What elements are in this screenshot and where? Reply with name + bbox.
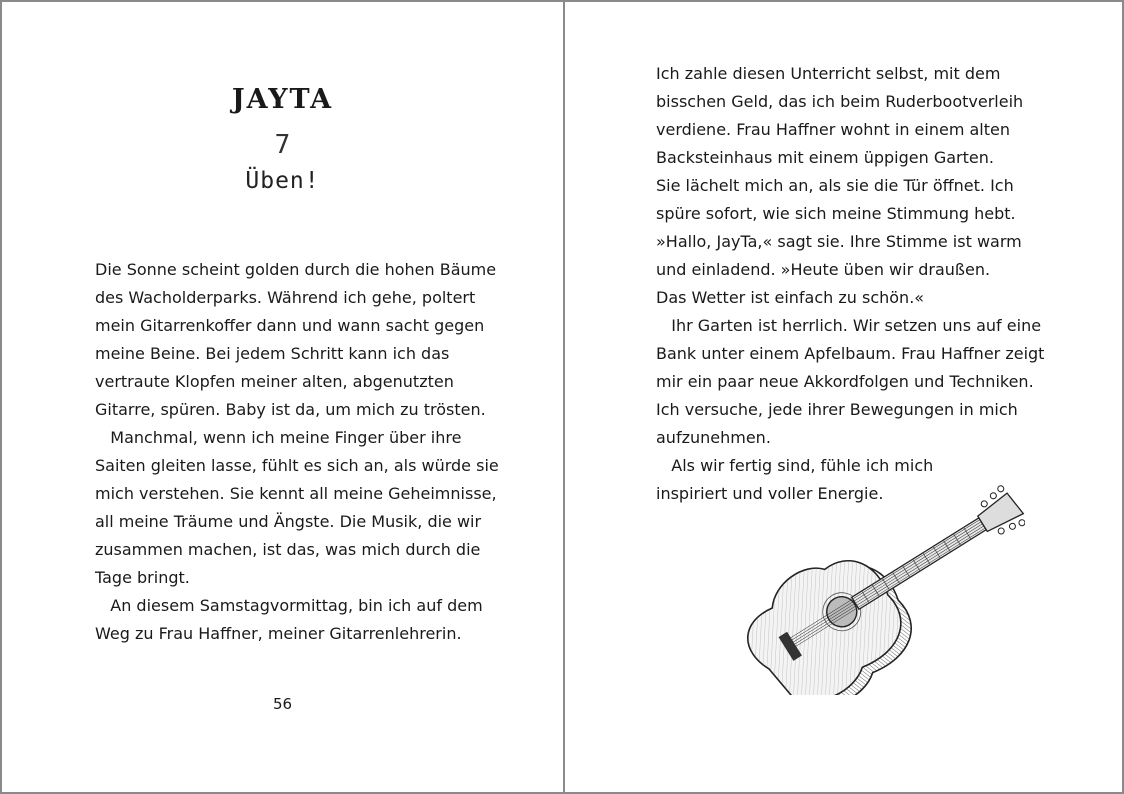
text-line: mir ein paar neue Akkordfolgen und Techniken. <box>656 372 1034 391</box>
text-line: Weg zu Frau Haffner, meiner Gitarrenlehrerin. <box>95 624 462 643</box>
text-line: vertraute Klopfen meiner alten, abgenutzten <box>95 372 454 391</box>
text-line: An diesem Samstagvormittag, bin ich auf dem <box>95 596 483 615</box>
text-line: aufzunehmen. <box>656 428 771 447</box>
text-line: Als wir fertig sind, fühle ich mich <box>656 456 934 475</box>
right-page <box>565 2 1124 792</box>
right-body-text <box>656 60 1044 508</box>
text-line: Bank unter einem Apfelbaum. Frau Haffner zeigt <box>656 344 1045 363</box>
text-line: mich verstehen. Sie kennt all meine Geheimnisse, <box>95 484 497 503</box>
text-line: Ich versuche, jede ihrer Bewegungen in mich <box>656 400 1018 419</box>
page-number: 56 <box>272 695 293 713</box>
text-line: Ihr Garten ist herrlich. Wir setzen uns auf eine <box>656 316 1042 335</box>
text-line: und einladend. »Heute üben wir draußen. <box>656 260 991 279</box>
chapter-name: JAYTA <box>231 84 334 115</box>
text-line: zusammen machen, ist das, was mich durch die <box>95 540 481 559</box>
text-line: Manchmal, wenn ich meine Finger über ihre <box>95 428 462 447</box>
left-page <box>2 2 563 792</box>
text-line: inspiriert und voller Energie. <box>656 484 884 503</box>
text-line: »Hallo, JayTa,« sagt sie. Ihre Stimme ist warm <box>656 232 1022 251</box>
text-line: Ich zahle diesen Unterricht selbst, mit dem <box>656 64 1001 83</box>
chapter-title: Üben! <box>245 168 320 194</box>
text-line: Die Sonne scheint golden durch die hohen Bäume <box>95 260 497 279</box>
text-line: Backsteinhaus mit einem üppigen Garten. <box>656 148 994 167</box>
text-line: des Wacholderparks. Während ich gehe, poltert <box>95 288 476 307</box>
text-line: Sie lächelt mich an, als sie die Tür öffnet. Ich <box>656 176 1014 195</box>
text-line: spüre sofort, wie sich meine Stimmung hebt. <box>656 204 1016 223</box>
text-line: Saiten gleiten lasse, fühlt es sich an, als würde sie <box>95 456 499 475</box>
chapter-number: 7 <box>274 130 291 160</box>
left-body-text <box>95 256 499 648</box>
text-line: mein Gitarrenkoffer dann und wann sacht gegen <box>95 316 485 335</box>
guitar-illustration <box>735 480 1025 695</box>
text-line: Tage bringt. <box>95 568 190 587</box>
text-line: Das Wetter ist einfach zu schön.« <box>656 288 925 307</box>
text-line: meine Beine. Bei jedem Schritt kann ich das <box>95 344 450 363</box>
text-line: bisschen Geld, das ich beim Ruderbootverleih <box>656 92 1024 111</box>
text-line: all meine Träume und Ängste. Die Musik, die wir <box>95 512 482 531</box>
text-line: verdiene. Frau Haffner wohnt in einem alten <box>656 120 1011 139</box>
text-line: Gitarre, spüren. Baby ist da, um mich zu trösten. <box>95 400 486 419</box>
